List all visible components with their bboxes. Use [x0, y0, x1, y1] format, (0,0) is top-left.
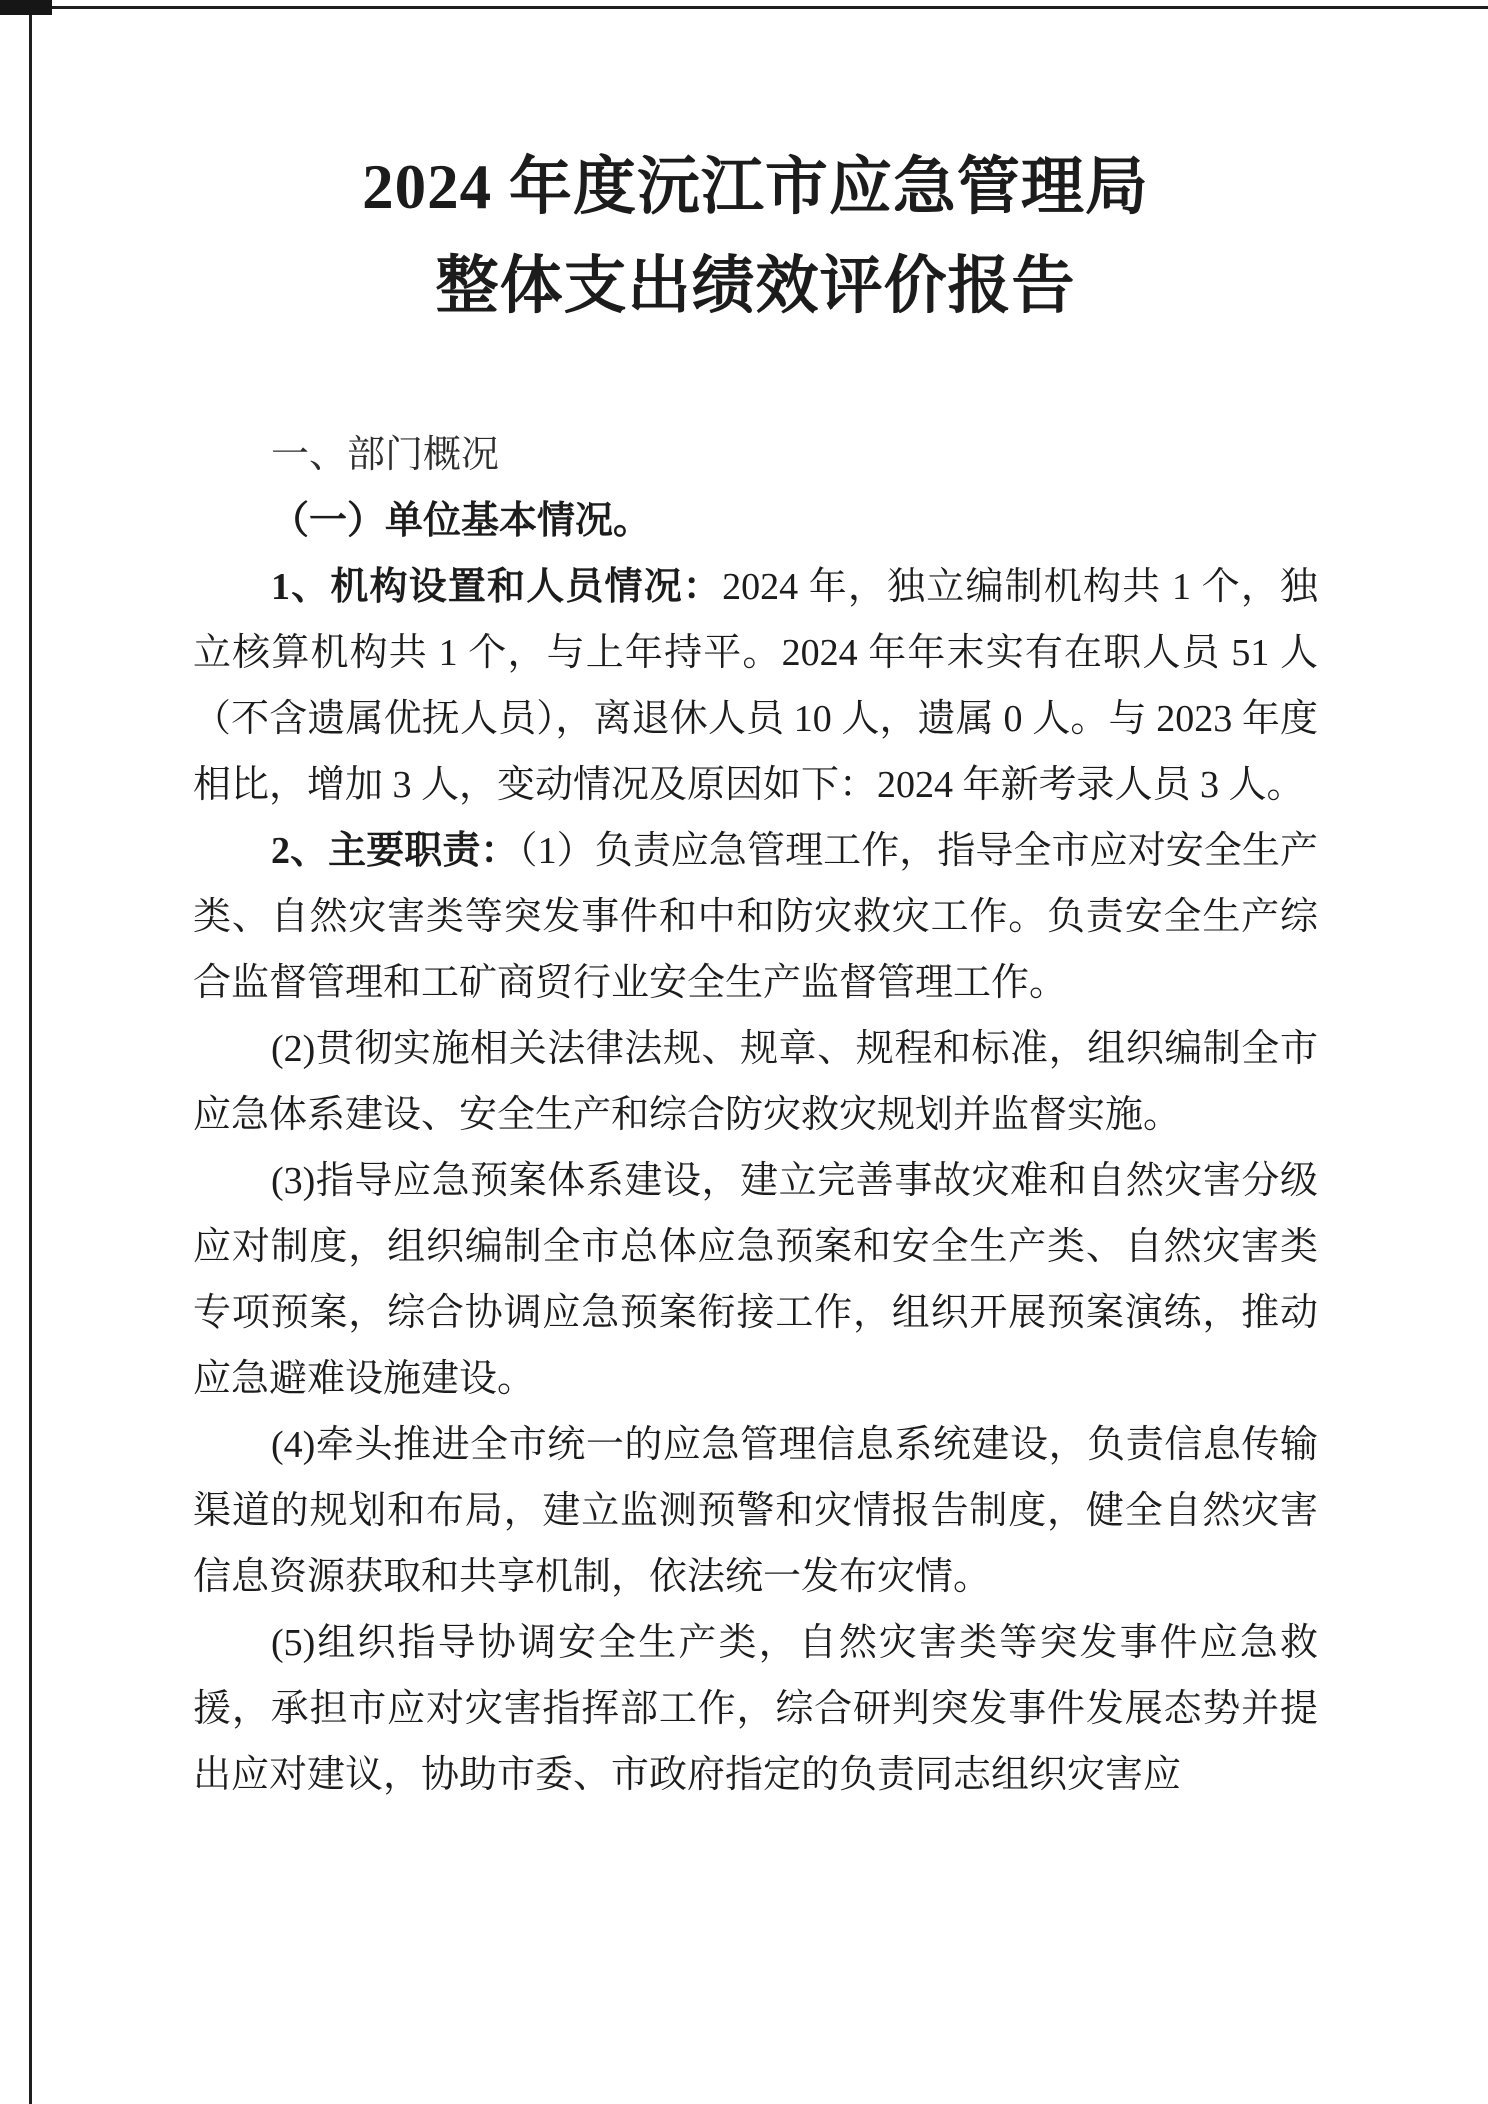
subsection-heading-basic-situation: （一）单位基本情况。: [271, 500, 652, 542]
document-title: [193, 138, 1318, 336]
paragraph-duties: [193, 818, 1318, 1016]
paragraph-duty-2: (2)贯彻实施相关法律法规、规章、规程和标准，组织编制全市应急体系建设、安全生产和综合防灾救灾规划并监督实施。: [193, 1028, 1318, 1136]
paragraph-duty-3: (3)指导应急预案体系建设，建立完善事故灾难和自然灾害分级应对制度，组织编制全市总体应急预案和安全生产类、自然灾害类专项预案，综合协调应急预案衔接工作，组织开展预案演练，推动应急避难设施建设。: [193, 1160, 1318, 1400]
document-title-line-1: 2024 年度沅江市应急管理局: [362, 152, 1149, 222]
paragraph-duties-text: （1）负责应急管理工作，指导全市应对安全生产类、自然灾害类等突发事件和中和防灾救灾工作。负责安全生产综合监督管理和工矿商贸行业安全生产监督管理工作。: [193, 830, 1318, 1004]
section-heading-department-overview: 一、部门概况: [271, 434, 500, 476]
document-title-line-2: 整体支出绩效评价报告: [435, 251, 1076, 321]
paragraph-staffing-lead: 1、机构设置和人员情况：: [271, 566, 723, 608]
paragraph-staffing: [193, 554, 1318, 818]
paragraph-staffing-text: 2024 年，独立编制机构共 1 个，独立核算机构共 1 个，与上年持平。2024 年年末实有在职人员 51 人（不含遗属优抚人员），离退休人员 10 人，遗属 0 人。与 2023 年度相比，增加 3 人，变动情况及原因如下：2024 年新考录人员 3 人。: [193, 566, 1318, 806]
paragraph-duty-5: (5)组织指导协调安全生产类，自然灾害类等突发事件应急救援，承担市应对灾害指挥部工作，综合研判突发事件发展态势并提出应对建议，协助市委、市政府指定的负责同志组织灾害应: [193, 1622, 1318, 1796]
paragraph-duty-4: (4)牵头推进全市统一的应急管理信息系统建设，负责信息传输渠道的规划和布局，建立监测预警和灾情报告制度，健全自然灾害信息资源获取和共享机制，依法统一发布灾情。: [193, 1424, 1318, 1598]
paragraph-duties-lead: 2、主要职责：: [271, 830, 519, 872]
document-body: [193, 422, 1318, 1808]
